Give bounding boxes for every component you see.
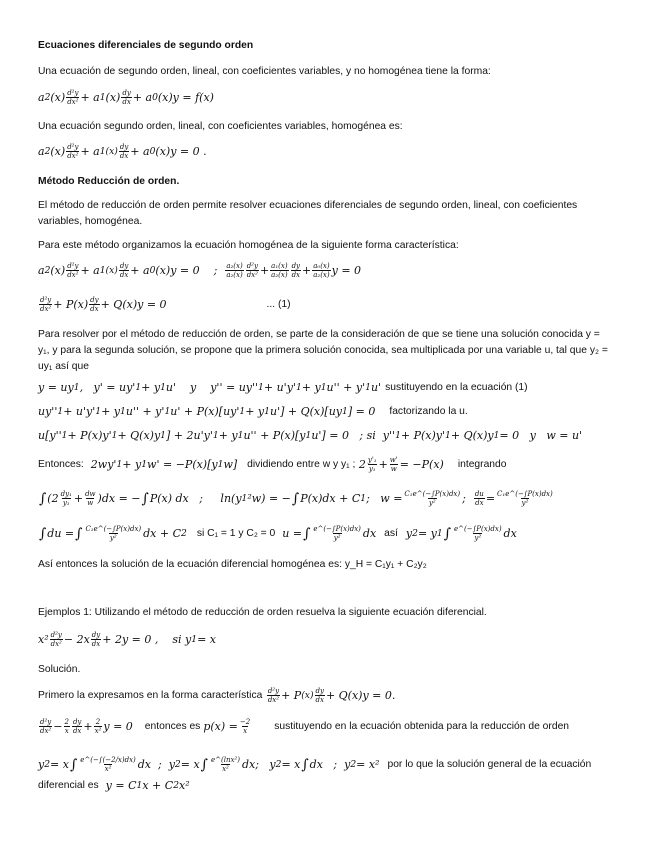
first-step: Primero la expresamos en la forma característica d²y dx² + P (x) dy dx + Q(x)y = 0. [38,687,396,704]
constants-note: si C₁ = 1 y C₂ = 0 [196,528,276,539]
intro-nonhomogeneous: Una ecuación de segundo orden, lineal, con coeficientes variables, y no homogénea tiene la forma: [38,66,491,77]
intro-homogeneous: Una ecuación segundo orden, lineal, con coeficientes variables, homogénea es: [38,121,403,132]
method-title: Método Reducción de orden. [38,176,180,187]
first-step-text: Primero la expresamos en la forma característica [38,690,263,701]
equation-substituted: uy'' 1 + u'y' 1 + y 1 u'' + y' 1 u' + P(x)[uy' 1 + y 1 u'] + Q(x)[uy 1 ] = 0 factorizando la u. [38,405,468,418]
equation-w-substitution: Entonces: 2wy' 1 + y 1 w' = −P(x)[y 1 w] dividiendo entre w y y₁ ; 2 y'₁ y₁ + w' w = −P(x) integrando [38,456,507,473]
divide-note: dividiendo entre w y y₁ ; [247,459,356,470]
equation-label: ... (1) [266,299,291,310]
equation-nonhomogeneous: a 2 (x) d²y dx² + a 1 (x) dy dx + a 0 (x)y = f(x) [38,89,214,106]
conclusion-text-2: diferencial es [38,780,99,791]
equation-integration: ∫ (2 dy₁ y₁ + dw w )dx = − ∫ P(x) dx ; ln(y 1 ²w) = − ∫ P(x)dx + C 1 ; w = C₁e^(−∫P(x)dx) y² ; du dx = C₁e^(−∫P(x)dx) y² [39,490,553,507]
reduction-intro: Para resolver por el método de reducción de orden, se parte de la consideración de que se tiene una solución conocida y = y₁, y para la segunda solución, se propone que la primera solución conocida, sea multiplicada por una variable u, tal que y₂ = uy₁ así que [38,329,608,372]
equation-derivatives: y = uy 1 , y' = uy' 1 + y 1 u' y y'' = uy'' 1 + u'y' 1 + y 1 u'' + y' 1 u' sustituyendo en la ecuación (1) [38,381,528,394]
entonces-es-label: entonces es [144,721,201,732]
conclusion-text: por lo que la solución general de la ecuación [387,759,592,770]
asi-label: así [384,528,398,539]
general-solution: Así entonces la solución de la ecuación diferencial homogénea es: y_H = C₁y₁ + C₂y₂ [38,559,427,570]
characteristic-form-intro: Para este método organizamos la ecuación homogénea de la siguiente forma característica: [38,240,459,251]
method-description: El método de reducción de orden permite resolver ecuaciones diferenciales de segundo orden, lineal, con coeficientes variables, homogénea. [38,200,578,227]
equation-u-solution: ∫ du = ∫ C₁e^(−∫P(x)dx) y² dx + C 2 si C₁ = 1 y C₂ = 0 u = ∫ e^(−∫P(x)dx) y² dx así y 2 = y 1 ∫ e^(−∫P(x)dx) y² dx [39,525,517,542]
example-title: Ejemplos 1: Utilizando el método de reducción de orden resuelva la siguiente ecuación diferencial. [38,607,487,618]
example-standard-form: d²y dx² − 2 x dy dx + 2 x² y = 0 entonces es p(x) = −2 x sustituyendo en la ecuación obtenida para la reducción de orden [40,718,570,735]
solution-label: Solución. [38,664,81,675]
final-solution: diferencial es y = C 1 x + C 2 x² [38,779,190,792]
factor-note: factorizando la u. [389,406,468,417]
equation-factored: u[y'' 1 + P(x)y' 1 + Q(x)y 1 ] + 2u'y' 1 + y 1 u'' + P(x)[y 1 u'] = 0 ; si y'' 1 + P(x)y' 1 + Q(x)y 1 = 0 y w = u' [38,429,583,442]
example-solution-steps: y 2 = x ∫ e^(−∫(−2/x)dx) x² dx ; y 2 = x ∫ e^(lnx²) x² dx; y 2 = x ∫ dx ; y 2 = x² por lo que la solución general de la ecuación [38,756,592,773]
entonces-label: Entonces: [38,459,84,470]
integrate-note: integrando [457,459,507,470]
equation-characteristic: a 2 (x) d²y dx² + a 1(x) dy dx + a 0 (x)y = 0 ; a₂(x) a₂(x) d²y dx² + a₁(x) a₂(x) dy dx + a₀(x) a₂(x) y = 0 [38,262,362,279]
equation-homogeneous: a 2 (x) d²y dx² + a 1(x) dy dx + a 0 (x)y = 0 . [38,143,207,160]
equation-standard-form: d²y dx² + P(x) dy dx + Q(x)y = 0 ... (1) [40,296,291,313]
document-title: Ecuaciones diferenciales de segundo orden [38,40,254,51]
substitution-note: sustituyendo en la ecuación (1) [385,382,528,393]
example-equation: x² d²y dx² − 2x dy dx + 2y = 0 , si y 1 = x [38,631,216,648]
substitution-reduction-note: sustituyendo en la ecuación obtenida para la reducción de orden [274,721,570,732]
